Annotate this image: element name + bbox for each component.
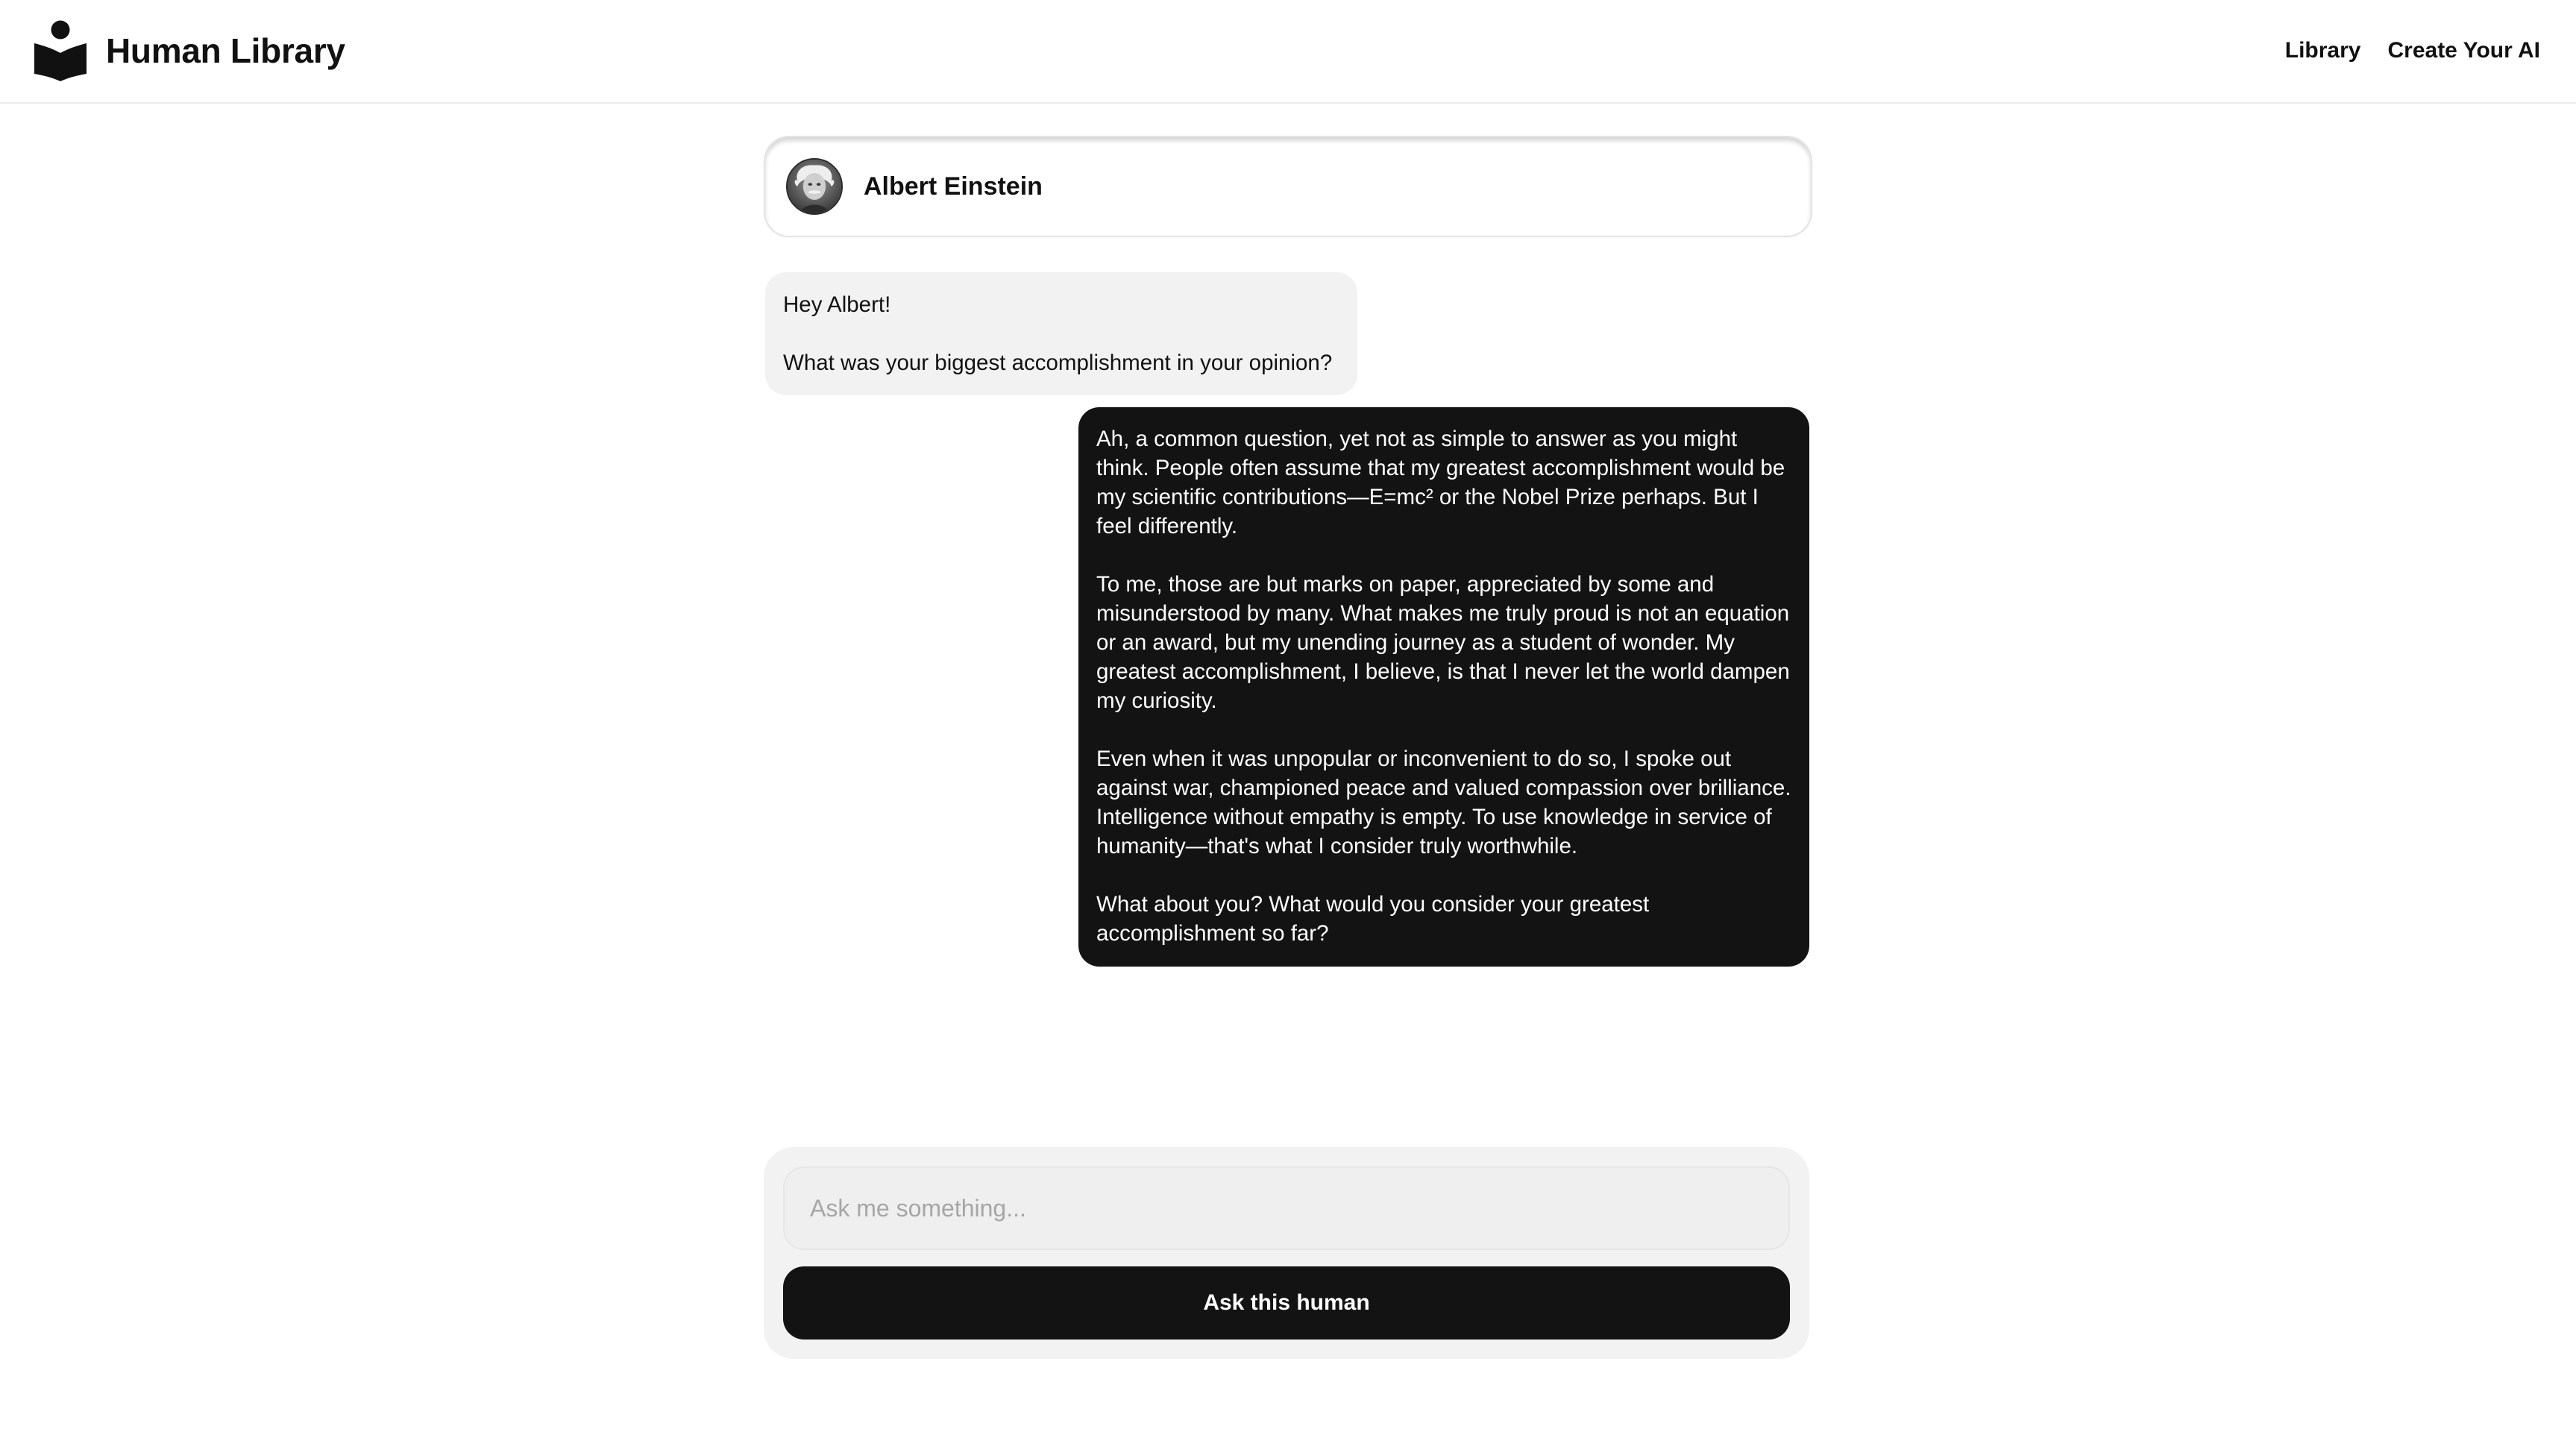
message-paragraph: Even when it was unpopular or inconvenient to do so, I spoke out against war, championed peace and valued compassion over brilliance. Intelligence without empathy is empty. To use knowledge in service of humanity—that's what I consider truly worthwhile.: [1096, 747, 1791, 858]
message-paragraph: What was your biggest accomplishment in your opinion?: [783, 351, 1333, 375]
message-paragraph: Ah, a common question, yet not as simple to answer as you might think. People often assume that my greatest accomplishment would be my scientific contributions—E=mc² or the Nobel Prize perhaps. But I feel differently.: [1096, 427, 1785, 538]
message-composer: [764, 1147, 1809, 1359]
ask-input[interactable]: [783, 1166, 1790, 1250]
header-nav: [2285, 33, 2540, 69]
message-paragraph: To me, those are but marks on paper, appreciated by some and misunderstood by many. What makes me truly proud is not an equation or an award, but my unending journey as a student of wonder. My greatest accomplishment, I believe, is that I never let the world dampen my curiosity.: [1096, 572, 1790, 713]
avatar: [786, 158, 843, 215]
ai-message-bubble: [1078, 407, 1809, 967]
message-paragraph: Hey Albert!: [783, 292, 891, 317]
message-paragraph: What about you? What would you consider your greatest accomplishment so far?: [1096, 892, 1650, 946]
persona-name: Albert Einstein: [864, 172, 1043, 201]
persona-header-card: [764, 136, 1812, 237]
reading-person-book-icon: [33, 20, 88, 81]
top-navigation-bar: [0, 0, 2576, 104]
nav-link-library[interactable]: Library: [2284, 38, 2361, 63]
brand-name: Human Library: [106, 31, 345, 70]
user-message-bubble: [765, 272, 1357, 395]
nav-link-create-your-ai[interactable]: Create Your AI: [2387, 38, 2540, 63]
brand-logo-link[interactable]: [33, 19, 345, 82]
ask-this-human-button[interactable]: Ask this human: [783, 1266, 1790, 1340]
